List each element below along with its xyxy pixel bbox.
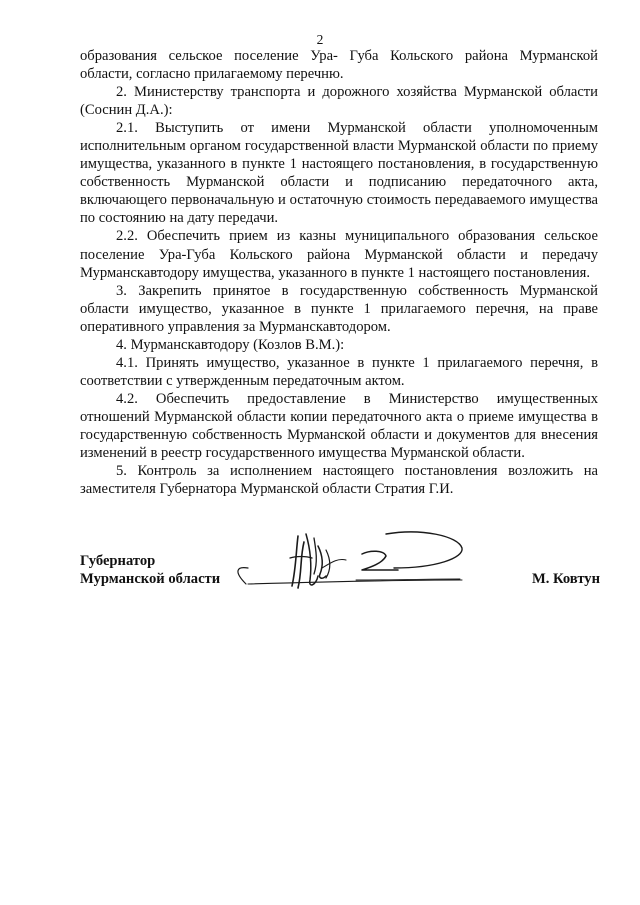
paragraph-continuation: образования сельское поселение Ура- Губа Кольского района Мурманской области, согласно прилагаемому перечню. [80,48,598,83]
paragraph-item-2-2: 2.2. Обеспечить прием из казны муниципального образования сельское поселение Ура-Губа Кольского района Мурманской области и передачу Мурманскавтодору имущества, указанного в пункте 1 настоящего постановления. [80,228,598,281]
paragraph-item-3: 3. Закрепить принятое в государственную собственность Мурманской области имущество, указанное в пункте 1 прилагаемого перечня, на праве оперативного управления за Мурманскавтодором. [80,282,598,335]
paragraph-item-5: 5. Контроль за исполнением настоящего постановления возложить на заместителя Губернатора Мурманской области Стратия Г.И. [80,463,598,498]
paragraph-item-2-1: 2.1. Выступить от имени Мурманской области уполномоченным исполнительным органом государственной власти Мурманской области по приему имущества, указанного в пункте 1 настоящего постановления, в государственную собственность Мурманской области и подписанию передаточного акта, включающего первоначальную и остаточную стоимость передаваемого имущества по состоянию на дату передачи. [80,120,598,227]
signer-name: М. Ковтун [531,571,600,587]
paragraph-item-4: 4. Мурманскавтодору (Козлов В.М.): [116,336,345,353]
signer-title-line1: Губернатор [80,553,156,569]
signature-block [80,552,600,612]
paragraph-item-4-1: 4.1. Принять имущество, указанное в пункте 1 прилагаемого перечня, в соответствии с утвержденным передаточным актом. [80,354,598,389]
paragraph-item-4-2: 4.2. Обеспечить предоставление в Министерство имущественных отношений Мурманской области копии передаточного акта о приеме имущества в государственную собственность Мурманской области и документов для внесения изменений в реестр государственного имущества Мурманской области. [80,390,598,462]
paragraph-item-2: 2. Министерству транспорта и дорожного хозяйства Мурманской области (Соснин Д.А.): [80,84,598,119]
document-body [80,47,598,498]
signer-title-line2: Мурманской области [80,571,221,587]
page-number: 2 [316,32,324,47]
signer-title [80,552,220,588]
